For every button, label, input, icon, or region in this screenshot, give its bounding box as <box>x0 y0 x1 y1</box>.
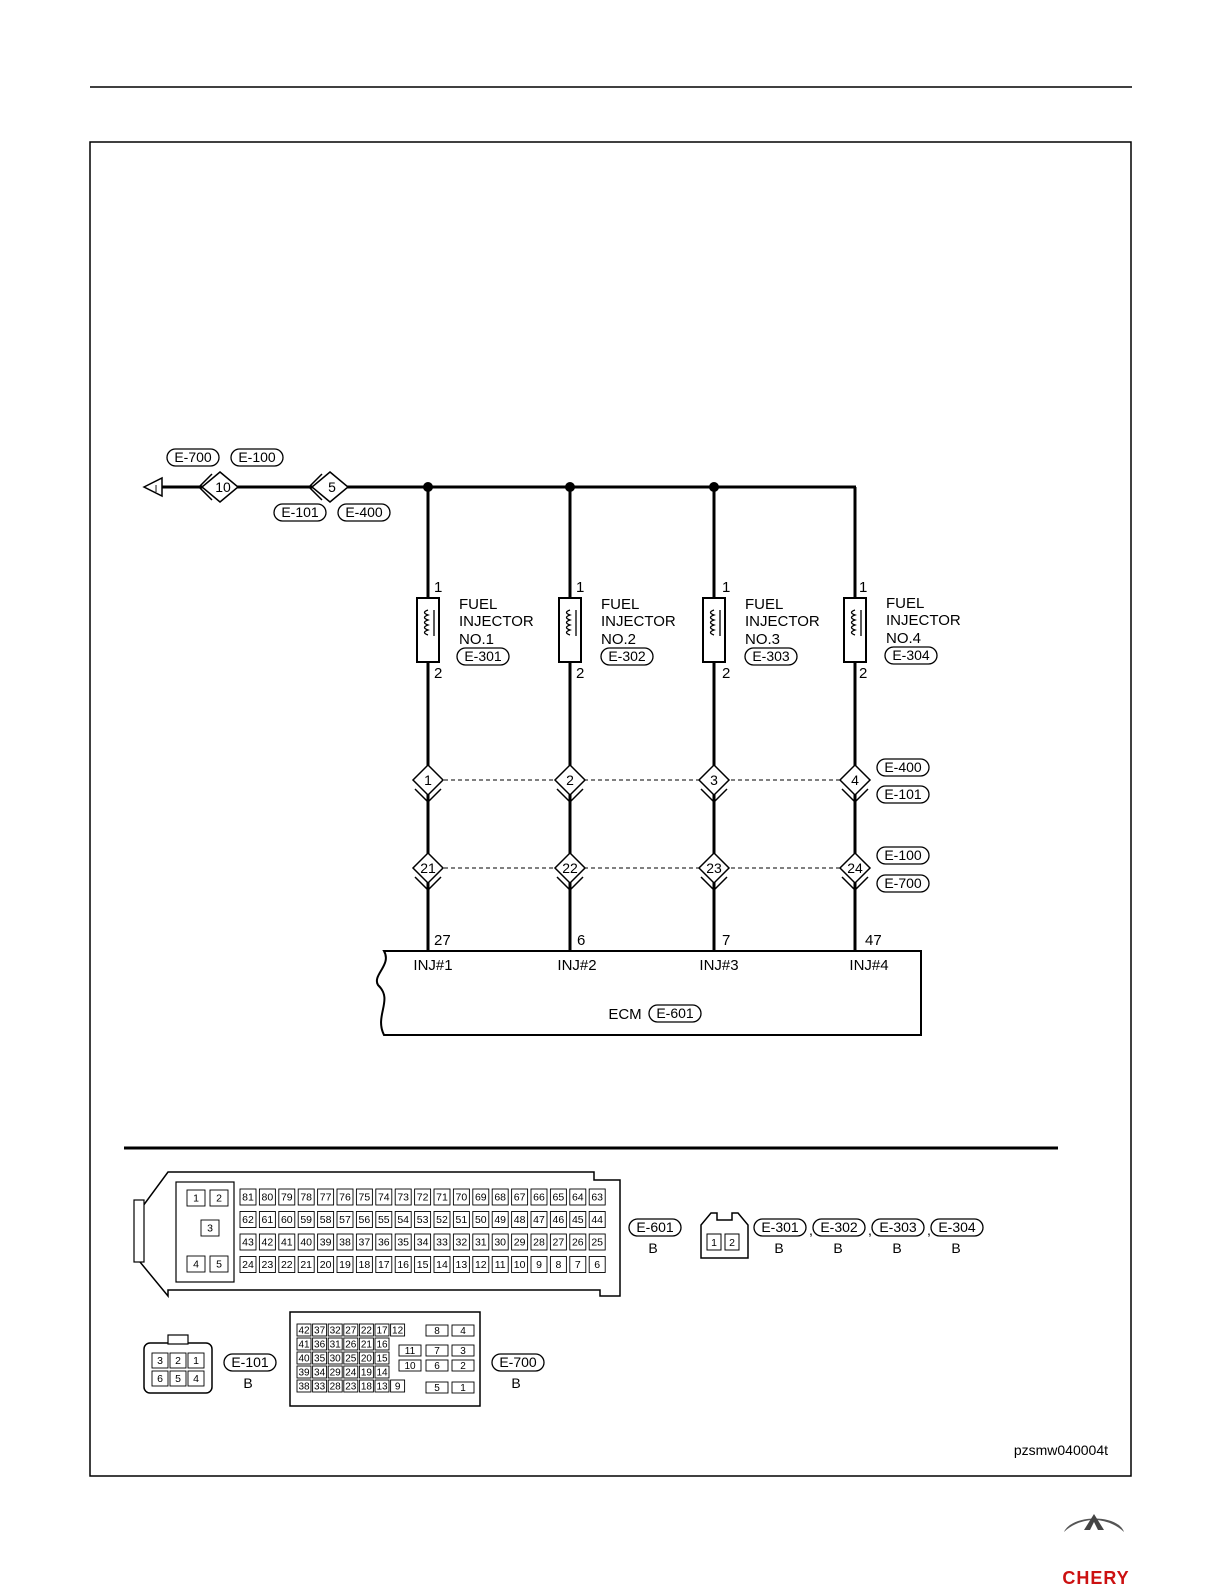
e101-pin: 1 <box>193 1355 199 1367</box>
e601-pin: 20 <box>319 1259 332 1271</box>
injector-label: FUEL <box>459 596 498 613</box>
e601-pin: 72 <box>416 1191 429 1204</box>
e601-pin: 57 <box>339 1214 351 1226</box>
pin-bottom: 2 <box>434 665 443 682</box>
svg-text:24: 24 <box>847 860 863 876</box>
supply-arrow-label: I <box>154 484 158 495</box>
connector-tag-e700: E-700 <box>884 875 922 891</box>
pin-top: 1 <box>859 579 868 596</box>
e601-pin: 40 <box>300 1236 313 1249</box>
e601-pin: 75 <box>358 1191 371 1204</box>
pin-top: 1 <box>576 579 585 596</box>
e601-pin: 21 <box>300 1259 313 1271</box>
e601-pin: 65 <box>552 1191 565 1204</box>
e101-code: E-101 <box>231 1354 269 1370</box>
connector-tag-e100 <box>231 449 283 466</box>
injector-conn-pin: 1 <box>711 1237 717 1249</box>
pin-top: 1 <box>434 579 443 596</box>
e601-pin: 59 <box>300 1214 313 1226</box>
e601-pin: 55 <box>377 1214 390 1226</box>
e601-pin: 62 <box>242 1214 254 1226</box>
pin-bottom: 2 <box>576 665 585 682</box>
e601-pin: 36 <box>377 1236 390 1249</box>
e601-pin: 2 <box>216 1192 222 1205</box>
e601-pin: 18 <box>358 1259 371 1271</box>
inline-connector-10 <box>199 472 238 502</box>
e601-pin: 49 <box>494 1214 507 1226</box>
svg-text:E-100: E-100 <box>238 449 276 465</box>
e601-pin: 35 <box>397 1236 410 1249</box>
e601-pin: 1 <box>193 1192 199 1205</box>
e601-pin: 42 <box>261 1236 274 1249</box>
injector-conn-color: B <box>833 1240 843 1256</box>
connector-view-e700 <box>290 1312 544 1406</box>
e101-pin: 2 <box>175 1355 181 1367</box>
inline-connector-5 <box>309 472 348 502</box>
injector-connector: E-302 <box>608 648 646 664</box>
e601-pin: 12 <box>474 1259 487 1271</box>
e700-pin: 28 <box>329 1381 341 1393</box>
e601-pin: 11 <box>494 1259 506 1271</box>
e601-pin: 46 <box>552 1214 565 1226</box>
e101-pin: 3 <box>157 1355 163 1367</box>
e700-pin: 30 <box>329 1353 341 1365</box>
e601-pin: 51 <box>455 1214 468 1226</box>
injector-label: NO.1 <box>459 631 495 648</box>
e101-pin: 4 <box>193 1373 199 1385</box>
injector-label: FUEL <box>601 596 640 613</box>
separator-comma: , <box>868 1222 872 1238</box>
ecm-terminal-label: INJ#2 <box>557 957 597 974</box>
connector-view-e601 <box>134 1172 681 1296</box>
fuel-injector-1 <box>417 579 534 682</box>
e601-pin: 71 <box>436 1191 448 1204</box>
junction-dot <box>565 482 575 492</box>
ecm-terminal-label: INJ#1 <box>413 957 453 974</box>
e700-pin: 10 <box>404 1361 416 1372</box>
e700-pin: 4 <box>460 1326 466 1337</box>
connector-tag-e700 <box>167 449 219 466</box>
e700-pin: 33 <box>314 1381 326 1393</box>
e601-pin: 64 <box>571 1191 584 1204</box>
ecm-pin: 27 <box>434 932 451 949</box>
injector-label: FUEL <box>745 596 784 613</box>
svg-text:2: 2 <box>566 772 574 788</box>
junction-dot <box>709 482 719 492</box>
e601-pin: 8 <box>555 1259 562 1271</box>
e601-pin: 81 <box>242 1191 254 1204</box>
injector-label: NO.4 <box>886 630 922 647</box>
junction-dot <box>423 482 433 492</box>
e601-pin: 28 <box>533 1236 545 1249</box>
ecm-pin: 6 <box>577 932 586 949</box>
injector-connector: E-301 <box>464 648 502 664</box>
e700-pin: 13 <box>376 1381 388 1393</box>
e700-pin: 20 <box>360 1353 372 1365</box>
e601-pin: 31 <box>474 1236 487 1249</box>
e700-pin: 11 <box>404 1346 416 1357</box>
e601-pin: 6 <box>594 1259 601 1271</box>
separator-comma: , <box>809 1222 813 1238</box>
e700-pin: 36 <box>314 1339 326 1351</box>
e601-pin: 54 <box>397 1214 410 1226</box>
e700-pin: 5 <box>434 1383 440 1394</box>
svg-text:E-101: E-101 <box>281 504 319 520</box>
e601-pin: 7 <box>574 1259 581 1271</box>
separator-comma: , <box>927 1222 931 1238</box>
e700-pin: 31 <box>329 1339 341 1351</box>
svg-text:E-400: E-400 <box>345 504 383 520</box>
e601-pin: 63 <box>591 1191 604 1204</box>
connector-view-injector <box>701 1213 983 1258</box>
e601-code: E-601 <box>636 1219 674 1235</box>
e700-pin: 1 <box>460 1383 466 1394</box>
e601-pin: 30 <box>494 1236 507 1249</box>
e601-pin: 34 <box>416 1236 429 1249</box>
injector-conn-color: B <box>951 1240 961 1256</box>
e601-pin: 44 <box>591 1214 604 1226</box>
e700-pin: 25 <box>345 1353 357 1365</box>
supply-arrow-icon <box>144 478 162 496</box>
e601-pin: 37 <box>358 1236 371 1249</box>
e700-pin: 27 <box>345 1325 357 1337</box>
e700-pin: 17 <box>376 1325 388 1337</box>
connector-tag-e101: E-101 <box>884 786 922 802</box>
e700-pin: 41 <box>298 1339 310 1351</box>
pin-top: 1 <box>722 579 731 596</box>
e601-pin: 74 <box>377 1191 390 1204</box>
e601-pin: 38 <box>339 1236 351 1249</box>
e601-pin: 48 <box>513 1214 526 1226</box>
e700-pin: 9 <box>394 1381 401 1393</box>
e601-pin: 60 <box>280 1214 293 1226</box>
e700-pin: 6 <box>434 1361 440 1372</box>
fuel-injector-2 <box>559 579 676 682</box>
ecm-connector: E-601 <box>656 1005 694 1021</box>
e601-pin: 26 <box>571 1236 584 1249</box>
injector-label: FUEL <box>886 595 925 612</box>
e601-pin: 24 <box>242 1259 254 1271</box>
svg-text:4: 4 <box>851 772 859 788</box>
e601-pin: 16 <box>397 1259 410 1271</box>
schematic <box>162 487 856 952</box>
e101-color: B <box>243 1375 253 1391</box>
e601-pin: 56 <box>358 1214 371 1226</box>
e601-pin: 39 <box>319 1236 332 1249</box>
e700-pin: 8 <box>434 1326 440 1337</box>
injector-label: NO.2 <box>601 631 637 648</box>
e700-pin: 29 <box>329 1367 341 1379</box>
e700-pin: 16 <box>376 1339 388 1351</box>
e700-pin: 38 <box>298 1381 310 1393</box>
e601-pin: 69 <box>474 1191 487 1204</box>
e601-pin: 76 <box>339 1191 351 1204</box>
e700-pin: 42 <box>298 1325 310 1337</box>
e601-pin: 9 <box>536 1259 542 1271</box>
e700-color: B <box>511 1375 521 1391</box>
e601-pin: 23 <box>261 1259 274 1271</box>
e101-pin: 6 <box>157 1373 163 1385</box>
connector-tag-e101 <box>274 504 326 521</box>
e601-pin: 53 <box>416 1214 429 1226</box>
injector-conn-code: E-304 <box>938 1219 976 1235</box>
e601-pin: 10 <box>513 1259 526 1271</box>
e601-pin: 77 <box>319 1191 332 1204</box>
connector-tag-e100: E-100 <box>884 847 922 863</box>
e601-pin: 5 <box>216 1258 222 1271</box>
e601-pin: 17 <box>377 1259 390 1271</box>
e700-pin: 22 <box>360 1325 372 1337</box>
e601-pin: 45 <box>571 1214 584 1226</box>
e700-pin: 2 <box>460 1361 466 1372</box>
brand-name: CHERY <box>1062 1568 1130 1584</box>
e601-pin: 29 <box>513 1236 526 1249</box>
svg-text:10: 10 <box>215 479 231 495</box>
connector-view-e101 <box>144 1335 276 1393</box>
injector-conn-code: E-303 <box>879 1219 917 1235</box>
svg-text:21: 21 <box>420 860 436 876</box>
injector-conn-code: E-302 <box>820 1219 858 1235</box>
diagram-id: pzsmw040004t <box>1013 1442 1108 1458</box>
e700-pin: 34 <box>314 1367 326 1379</box>
e601-pin: 15 <box>416 1259 429 1271</box>
ecm-pin: 7 <box>722 932 731 949</box>
e601-pin: 52 <box>436 1214 448 1226</box>
ecm-block <box>377 932 921 1035</box>
e700-pin: 3 <box>460 1346 466 1357</box>
injector-conn-color: B <box>892 1240 902 1256</box>
e601-pin: 61 <box>261 1214 274 1226</box>
pin-bottom: 2 <box>859 665 868 682</box>
svg-text:3: 3 <box>710 772 718 788</box>
e601-pin: 25 <box>591 1236 604 1249</box>
ecm-terminal-label: INJ#4 <box>849 957 889 974</box>
e700-pin: 35 <box>314 1353 326 1365</box>
injector-label: INJECTOR <box>601 613 676 630</box>
e601-pin: 33 <box>436 1236 448 1249</box>
e601-pin: 13 <box>455 1259 468 1271</box>
e700-pin: 24 <box>345 1367 357 1379</box>
e601-pin: 50 <box>474 1214 487 1226</box>
injector-label: NO.3 <box>745 631 781 648</box>
e700-pin: 18 <box>360 1381 372 1393</box>
e601-pin: 4 <box>193 1258 199 1271</box>
e601-pin: 19 <box>339 1259 351 1271</box>
e601-pin: 66 <box>533 1191 545 1204</box>
e601-color: B <box>648 1240 658 1256</box>
chery-logo <box>1062 1514 1129 1584</box>
e601-pin: 27 <box>552 1236 565 1249</box>
svg-text:22: 22 <box>562 860 578 876</box>
svg-text:23: 23 <box>706 860 722 876</box>
e700-pin: 7 <box>434 1346 440 1357</box>
e601-pin: 79 <box>280 1191 293 1204</box>
e601-pin: 73 <box>397 1191 410 1204</box>
pin-bottom: 2 <box>722 665 731 682</box>
e700-pin: 14 <box>376 1367 388 1379</box>
e700-pin: 19 <box>360 1367 372 1379</box>
inline-connector-row-b <box>413 847 929 892</box>
injector-conn-pin: 2 <box>729 1237 735 1249</box>
e700-code: E-700 <box>499 1354 537 1370</box>
svg-text:E-700: E-700 <box>174 449 212 465</box>
e601-pin: 43 <box>242 1236 254 1249</box>
injector-label: INJECTOR <box>886 612 961 629</box>
ecm-pin: 47 <box>865 932 882 949</box>
connector-tag-e400 <box>338 504 390 521</box>
e601-pin: 58 <box>319 1214 332 1226</box>
e700-pin: 26 <box>345 1339 357 1351</box>
svg-text:5: 5 <box>328 479 336 495</box>
e700-pin: 21 <box>360 1339 372 1351</box>
injector-connector: E-304 <box>892 647 930 663</box>
e700-pin: 39 <box>298 1367 310 1379</box>
connector-tag-e400: E-400 <box>884 759 922 775</box>
injector-conn-color: B <box>774 1240 784 1256</box>
injector-label: INJECTOR <box>745 613 820 630</box>
ecm-terminal-label: INJ#3 <box>699 957 739 974</box>
injector-conn-code: E-301 <box>761 1219 799 1235</box>
svg-text:1: 1 <box>424 772 432 788</box>
e700-pin: 37 <box>314 1325 326 1337</box>
e700-pin: 15 <box>376 1353 388 1365</box>
e601-pin: 41 <box>280 1236 293 1249</box>
e601-pin: 3 <box>207 1222 213 1235</box>
e101-pin: 5 <box>175 1373 181 1385</box>
fuel-injector-3 <box>703 579 820 682</box>
e601-pin: 68 <box>494 1191 507 1204</box>
ecm-label: ECM <box>608 1006 642 1023</box>
e700-pin: 23 <box>345 1381 357 1393</box>
e601-pin: 78 <box>300 1191 313 1204</box>
e601-pin: 22 <box>280 1259 293 1271</box>
e601-pin: 32 <box>455 1236 468 1249</box>
injector-label: INJECTOR <box>459 613 534 630</box>
injector-connector: E-303 <box>752 648 790 664</box>
e601-pin: 70 <box>455 1191 468 1204</box>
e601-pin: 14 <box>436 1259 448 1271</box>
e700-pin: 32 <box>329 1325 341 1337</box>
e601-pin: 80 <box>261 1191 274 1204</box>
inline-connector-row-a <box>413 759 929 803</box>
e601-pin: 47 <box>533 1214 545 1226</box>
e700-pin: 12 <box>392 1325 404 1337</box>
fuel-injector-4 <box>844 579 961 682</box>
e601-pin: 67 <box>513 1191 526 1204</box>
e700-pin: 40 <box>298 1353 310 1365</box>
